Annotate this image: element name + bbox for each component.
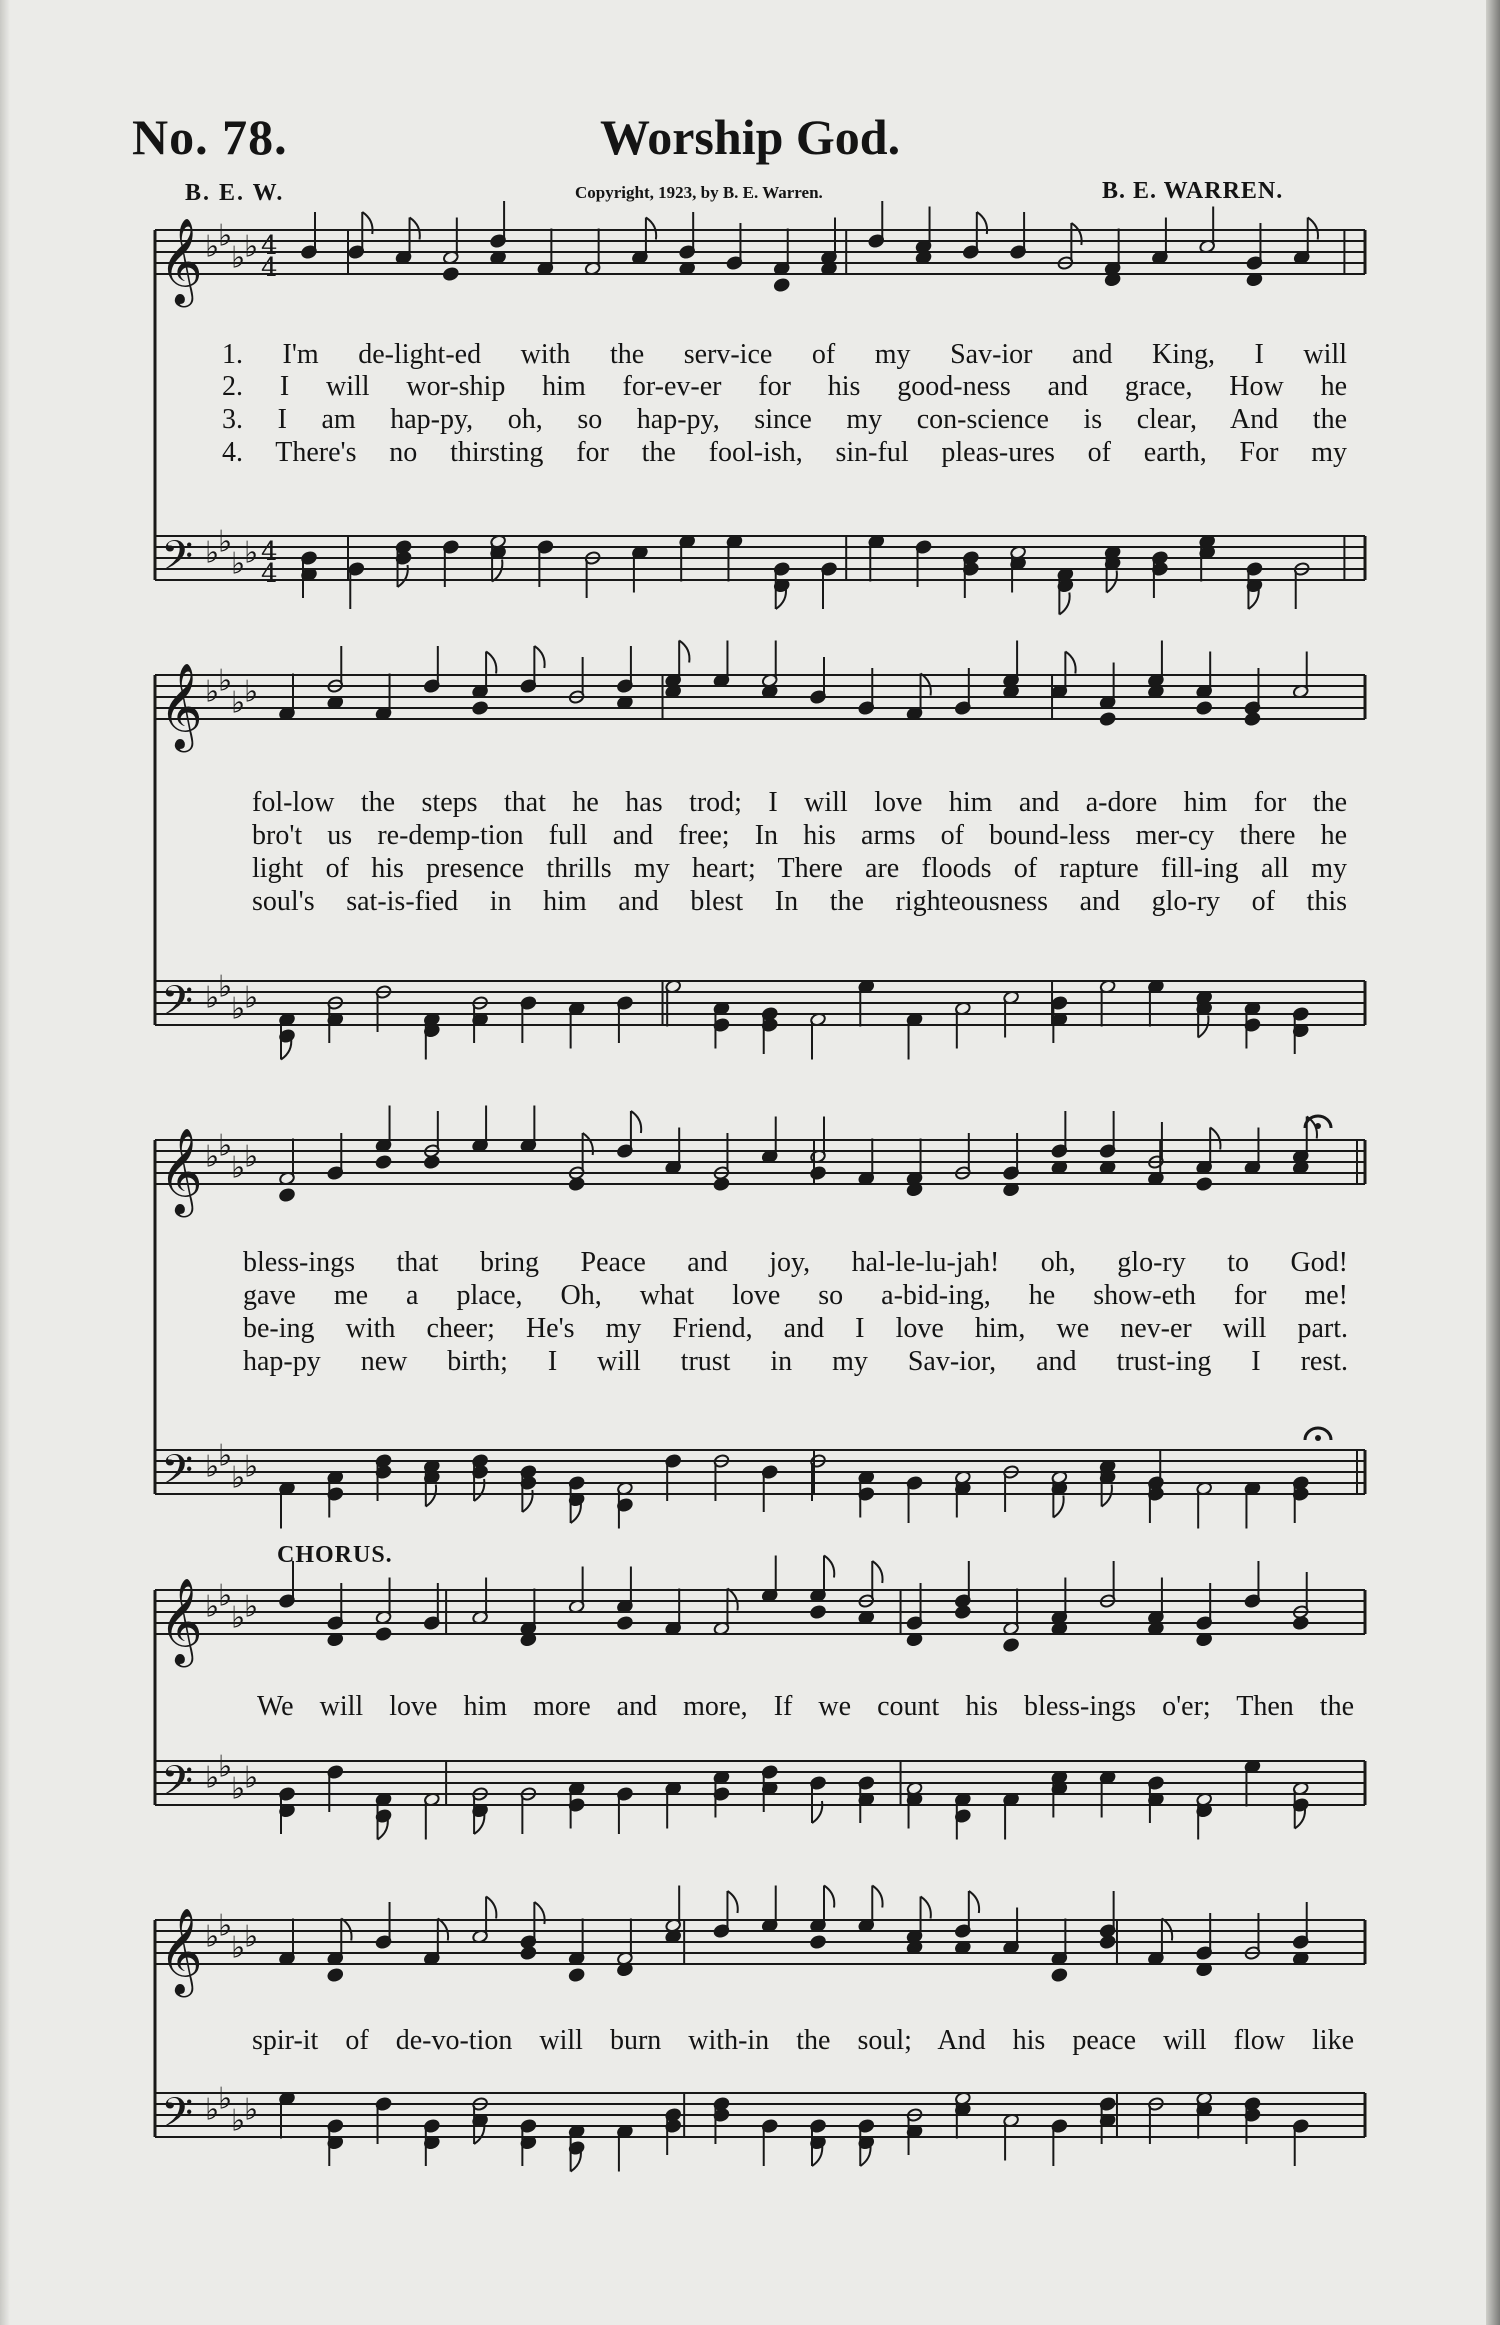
notehead bbox=[1196, 701, 1213, 716]
flat-sign: ♭ bbox=[244, 1449, 259, 1485]
notehead bbox=[1099, 1935, 1116, 1950]
music-attribution: B. E. WARREN. bbox=[1102, 178, 1284, 204]
notehead bbox=[1244, 712, 1261, 727]
flat-sign: ♭ bbox=[244, 535, 259, 571]
chorus-label: CHORUS. bbox=[277, 1542, 393, 1568]
note-flag bbox=[824, 1556, 834, 1578]
note-flag bbox=[969, 1891, 979, 1913]
note-flag bbox=[727, 1589, 737, 1611]
note-flag bbox=[872, 1561, 882, 1583]
fermata bbox=[1315, 1435, 1321, 1441]
notehead bbox=[568, 1177, 585, 1192]
fermata bbox=[1315, 1123, 1321, 1129]
time-signature: 4 bbox=[261, 253, 278, 283]
note-flag bbox=[486, 1897, 496, 1919]
notehead bbox=[954, 1605, 971, 1620]
flat-sign: ♭ bbox=[244, 229, 259, 265]
flat-sign: ♭ bbox=[231, 1771, 246, 1807]
flat-sign: ♭ bbox=[218, 1578, 233, 1614]
verse-lyric-line: gave me a place, Oh, what love so a-bid-ing, he show-eth for me! bbox=[243, 1280, 1348, 1311]
flat-sign: ♭ bbox=[218, 1749, 233, 1785]
verse-lyric-line: 3. I am hap-py, oh, so hap-py, since my con-science is clear, And the bbox=[222, 404, 1347, 435]
flat-sign: ♭ bbox=[205, 674, 220, 710]
note-flag bbox=[646, 218, 656, 240]
note-flag bbox=[921, 674, 931, 696]
note-flag bbox=[492, 560, 502, 582]
notehead bbox=[442, 267, 459, 282]
treble-clef: 𝄞 bbox=[159, 663, 203, 749]
flat-sign: ♭ bbox=[205, 1449, 220, 1485]
note-flag bbox=[679, 641, 689, 663]
notehead bbox=[1196, 1177, 1213, 1192]
flat-sign: ♭ bbox=[205, 535, 220, 571]
verse-lyric-line: be-ing with cheer; He's my Friend, and I love him, we nev-er will part. bbox=[243, 1313, 1348, 1344]
verse-lyric-line: 2. I will wor-ship him for-ev-er for his good-ness and grace, How he bbox=[222, 371, 1347, 402]
notehead bbox=[773, 278, 790, 293]
chorus-lyric-line: We will love him more and more, If we count his bless-ings o'er; Then the bbox=[257, 1691, 1354, 1722]
time-signature: 4 bbox=[261, 559, 278, 589]
note-flag bbox=[1107, 571, 1117, 593]
note-flag bbox=[727, 1891, 737, 1913]
verse-lyric-line: fol-low the steps that he has trod; I will love him and a-dore him for the bbox=[252, 787, 1347, 818]
flat-sign: ♭ bbox=[231, 2103, 246, 2139]
verse-lyric-line: 1. I'm de-light-ed with the serv-ice of my Sav-ior and King, I will bbox=[222, 339, 1347, 370]
copyright-notice: Copyright, 1923, by B. E. Warren. bbox=[575, 183, 823, 202]
notehead bbox=[1003, 1638, 1020, 1653]
hymn-number: No. 78. bbox=[132, 109, 288, 165]
time-signature: 4 bbox=[261, 537, 278, 567]
flat-sign: ♭ bbox=[205, 1760, 220, 1796]
note-flag bbox=[872, 1886, 882, 1908]
flat-sign: ♭ bbox=[231, 1460, 246, 1496]
flat-sign: ♭ bbox=[205, 229, 220, 265]
flat-sign: ♭ bbox=[205, 980, 220, 1016]
note-flag bbox=[1065, 652, 1075, 674]
note-flag bbox=[341, 1919, 351, 1941]
note-flag bbox=[1102, 1485, 1112, 1507]
notehead bbox=[472, 701, 489, 716]
flat-sign: ♭ bbox=[231, 685, 246, 721]
note-flag bbox=[1162, 1919, 1172, 1941]
note-flag bbox=[426, 1485, 436, 1507]
verse-lyric-line: light of his presence thrills my heart; There are floods of rapture fill-ing all my bbox=[252, 853, 1347, 884]
flat-sign: ♭ bbox=[231, 1600, 246, 1636]
notehead bbox=[616, 1616, 633, 1631]
flat-sign: ♭ bbox=[231, 1930, 246, 1966]
flat-sign: ♭ bbox=[244, 674, 259, 710]
notehead bbox=[1292, 1616, 1309, 1631]
flat-sign: ♭ bbox=[205, 1919, 220, 1955]
flat-sign: ♭ bbox=[218, 2081, 233, 2117]
notehead bbox=[810, 1166, 827, 1181]
note-flag bbox=[534, 646, 544, 668]
bass-clef: 𝄢 bbox=[161, 1757, 194, 1815]
flat-sign: ♭ bbox=[244, 2092, 259, 2128]
flat-sign: ♭ bbox=[231, 240, 246, 276]
notehead bbox=[1099, 712, 1116, 727]
flat-sign: ♭ bbox=[218, 1438, 233, 1474]
bass-clef: 𝄢 bbox=[161, 532, 194, 590]
flat-sign: ♭ bbox=[218, 1908, 233, 1944]
note-flag bbox=[1308, 218, 1318, 240]
note-flag bbox=[631, 1111, 641, 1133]
flat-sign: ♭ bbox=[244, 1760, 259, 1796]
flat-sign: ♭ bbox=[218, 969, 233, 1005]
note-flag bbox=[1053, 1496, 1063, 1518]
verse-lyric-line: bro't us re-demp-tion full and free; In his arms of bound-less mer-cy there he bbox=[252, 820, 1347, 851]
note-flag bbox=[1059, 593, 1069, 615]
note-flag bbox=[1198, 1016, 1208, 1038]
notehead bbox=[713, 1177, 730, 1192]
flat-sign: ♭ bbox=[205, 1139, 220, 1175]
hymn-title: Worship God. bbox=[600, 109, 901, 165]
flat-sign: ♭ bbox=[218, 524, 233, 560]
note-flag bbox=[438, 1919, 448, 1941]
flat-sign: ♭ bbox=[218, 1128, 233, 1164]
note-flag bbox=[1210, 1128, 1220, 1150]
flat-sign: ♭ bbox=[244, 980, 259, 1016]
note-flag bbox=[824, 1886, 834, 1908]
verse-lyric-line: soul's sat-is-fied in him and blest In the righteousness and glo-ry of this bbox=[252, 886, 1347, 917]
notehead bbox=[1051, 1968, 1068, 1983]
flat-sign: ♭ bbox=[244, 1139, 259, 1175]
verse-lyric-line: bless-ings that bring Peace and joy, hal-le-lu-jah! oh, glo-ry to God! bbox=[243, 1247, 1348, 1278]
treble-clef: 𝄞 bbox=[159, 1128, 203, 1214]
verse-lyric-line: 4. There's no thirsting for the fool-ish, sin-ful pleas-ures of earth, For my bbox=[222, 437, 1347, 468]
time-signature: 4 bbox=[261, 231, 278, 261]
notehead bbox=[520, 1946, 537, 1961]
bass-clef: 𝄢 bbox=[161, 1446, 194, 1504]
note-flag bbox=[921, 1897, 931, 1919]
flat-sign: ♭ bbox=[218, 663, 233, 699]
bass-clef: 𝄢 bbox=[161, 2089, 194, 2147]
bass-clef: 𝄢 bbox=[161, 977, 194, 1035]
flat-sign: ♭ bbox=[244, 1589, 259, 1625]
notehead bbox=[375, 1627, 392, 1642]
flat-sign: ♭ bbox=[231, 546, 246, 582]
flat-sign: ♭ bbox=[205, 1589, 220, 1625]
flat-sign: ♭ bbox=[205, 2092, 220, 2128]
notehead bbox=[279, 1188, 296, 1203]
notehead bbox=[568, 1968, 585, 1983]
flat-sign: ♭ bbox=[244, 1919, 259, 1955]
chorus-lyric-line: spir-it of de-vo-tion will burn with-in the soul; And his peace will flow like bbox=[252, 2025, 1354, 2056]
flat-sign: ♭ bbox=[218, 218, 233, 254]
note-flag bbox=[410, 218, 420, 240]
flat-sign: ♭ bbox=[231, 1150, 246, 1186]
treble-clef: 𝄞 bbox=[159, 1908, 203, 1994]
flat-sign: ♭ bbox=[231, 991, 246, 1027]
notehead bbox=[327, 1968, 344, 1983]
notehead bbox=[810, 1935, 827, 1950]
treble-clef: 𝄞 bbox=[159, 1578, 203, 1664]
treble-clef: 𝄞 bbox=[159, 218, 203, 304]
notehead bbox=[375, 1155, 392, 1170]
note-flag bbox=[486, 652, 496, 674]
words-attribution: B. E. W. bbox=[185, 180, 285, 206]
notehead bbox=[423, 1155, 440, 1170]
verse-lyric-line: hap-py new birth; I will trust in my Sav-ior, and trust-ing I rest. bbox=[243, 1346, 1348, 1377]
notehead bbox=[810, 1605, 827, 1620]
